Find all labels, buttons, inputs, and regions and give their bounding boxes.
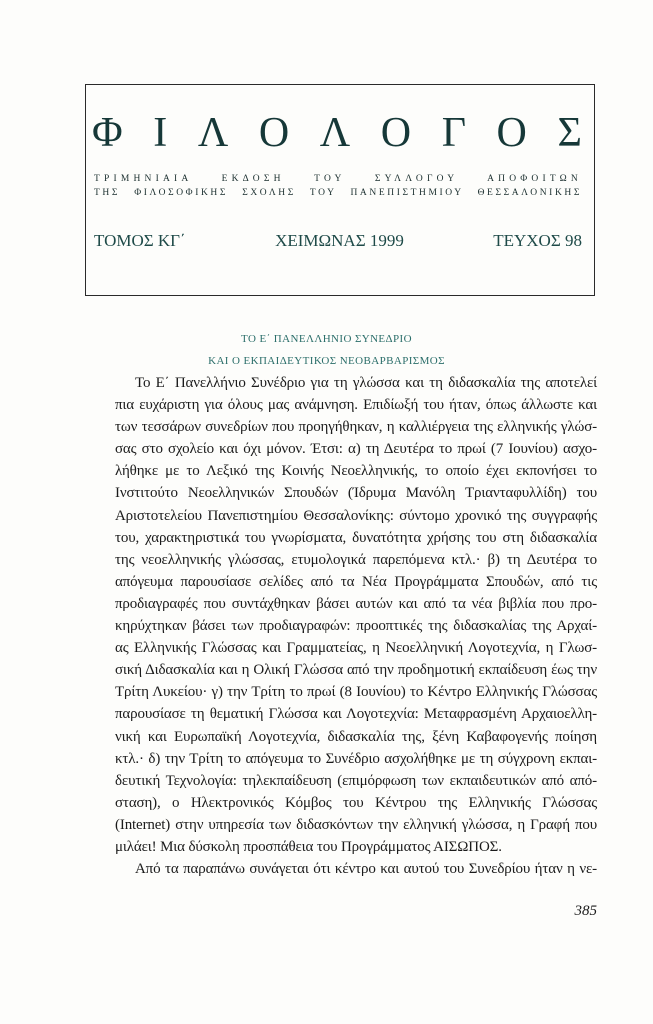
text-line: ας Ελληνικής Γλώσσας και Γραμματείας, η Νεοελληνική Λογοτεχνία, η Γλωσ-: [115, 640, 597, 657]
article-heading-line2: ΚΑΙ Ο ΕΚΠΑΙΔΕΥΤΙΚΟΣ ΝΕΟΒΑΡΒΑΡΙΣΜΟΣ: [208, 355, 445, 367]
title-letter: Σ: [557, 110, 582, 156]
text-line: προδιαγραφές που συντάχθηκαν βάσει αυτών και από τα νέα βιβλία που προ-: [115, 595, 597, 612]
text-line: της νεοελληνικής γλώσσας, ετυμολογικά παρεπόμενα κτλ.· β) τη Δευτέρα το: [115, 551, 597, 568]
text-line: κηρύχτηκαν βάσει των προδιαγραφών: προοπτικές της διδασκαλίας της Αρχαί-: [115, 618, 597, 635]
text-line: σας στο σχολείο και όχι μόνον. Έτσι: α) τη Δευτέρα το πρωί (7 Ιουνίου) ασχο-: [115, 441, 597, 458]
text-line: των τεσσάρων συνεδρίων που προηγήθηκαν, η καλλιέργεια της ελληνικής γλώσ-: [115, 419, 597, 436]
issue-label: ΤΕΥΧΟΣ 98: [493, 231, 582, 250]
title-letter: Λ: [319, 110, 351, 156]
title-letter: Ο: [258, 110, 290, 156]
text-line: του, χαρακτηριστικά του γνωρίσματα, δυνατότητα χρήσης του στη διδασκαλία: [115, 529, 597, 546]
title-letter: Γ: [441, 110, 466, 156]
text-line: Αριστοτελείου Πανεπιστημίου Θεσσαλονίκης: σύντομο χρονικό της συγγραφής: [115, 507, 597, 524]
text-line: λήθηκε με το Λεξικό της Κοινής Νεοελληνικής, το οποίο έχει εκπονήσει το: [115, 463, 597, 480]
journal-subtitle-line2: ΤΗΣ ΦΙΛΟΣΟΦΙΚΗΣ ΣΧΟΛΗΣ ΤΟΥ ΠΑΝΕΠΙΣΤΗΜΙΟΥ ΘΕΣΣΑΛΟΝΙΚΗΣ: [94, 188, 582, 198]
title-letter: Ο: [380, 110, 412, 156]
article-heading-line1: ΤΟ Ε΄ ΠΑΝΕΛΛΗΝΙΟ ΣΥΝΕΔΡΙΟ: [241, 333, 412, 345]
journal-masthead: [85, 84, 595, 296]
title-letter: Ο: [496, 110, 527, 156]
page-number: 385: [574, 903, 597, 919]
text-line: Το Ε΄ Πανελλήνιο Συνέδριο για τη γλώσσα και τη διδασκαλία της αποτελεί: [135, 375, 597, 391]
text-line: μιλάει! Μια δύσκολη προσπάθεια του Προγράμματος ΑΙΣΩΠΟΣ.: [115, 838, 502, 855]
text-line: (Internet) στην υπηρεσία των διδασκόντων την ελληνική γλώσσα, η Γραφή που: [115, 816, 597, 833]
text-line: πια ευχάριστη για όλους μας ανάμνηση. Επιδίωξή του ήταν, όπως άλλωστε και: [115, 397, 597, 414]
season-label: ΧΕΙΜΩΝΑΣ 1999: [275, 231, 404, 250]
title-letter: Ι: [153, 110, 168, 156]
title-letter: Φ: [92, 110, 123, 156]
text-line: σταση), ο Ηλεκτρονικός Κόμβος του Κέντρου της Ελληνικής Γλώσσας: [115, 794, 597, 811]
text-line: νική και Ευρωπαϊκή Λογοτεχνία, διδασκαλία της, ξένη Καβαφογενής ποίηση: [115, 728, 597, 745]
text-line: Ινστιτούτο Νεοελληνικών Σπουδών (Ίδρυμα Μανόλη Τριανταφυλλίδη) του: [115, 485, 597, 502]
text-line: Από τα παραπάνω συνάγεται ότι κέντρο και αυτού του Συνεδρίου ήταν η νε-: [135, 861, 597, 878]
article-body: [115, 372, 597, 880]
text-line: σική Διδασκαλία και η Ολική Γλώσσα από την προδημοτική εκπαίδευση έως την: [115, 662, 597, 679]
text-line: κτλ.· δ) την Τρίτη το απόγευμα το Συνέδριο ασχολήθηκε με τη σύγχρονη εκπαι-: [115, 750, 597, 767]
title-letter: Λ: [197, 110, 229, 156]
text-line: δευτική Τεχνολογία: τηλεκπαίδευση (επιμόρφωση των εκπαιδευτικών από από-: [115, 772, 597, 789]
text-line: Τρίτη Λυκείου· γ) την Τρίτη το πρωί (8 Ιουνίου) το Κέντρο Ελληνικής Γλώσσας: [115, 684, 597, 701]
issue-info: [94, 231, 582, 251]
journal-subtitle-line1: ΤΡΙΜΗΝΙΑΙΑ ΕΚΔΟΣΗ ΤΟΥ ΣΥΛΛΟΓΟΥ ΑΠΟΦΟΙΤΩΝ: [94, 174, 582, 184]
text-line: απόγευμα παρουσίασε σελίδες από τα Νέα Προγράμματα Σπουδών, από τις: [115, 573, 597, 590]
text-line: παρουσίασε τη θεματική Γλώσσα και Λογοτεχνία: Μεταφρασμένη Αρχαιοελλη-: [115, 706, 597, 723]
journal-title: [92, 109, 582, 157]
volume-label: ΤΟΜΟΣ ΚΓ΄: [94, 231, 186, 250]
